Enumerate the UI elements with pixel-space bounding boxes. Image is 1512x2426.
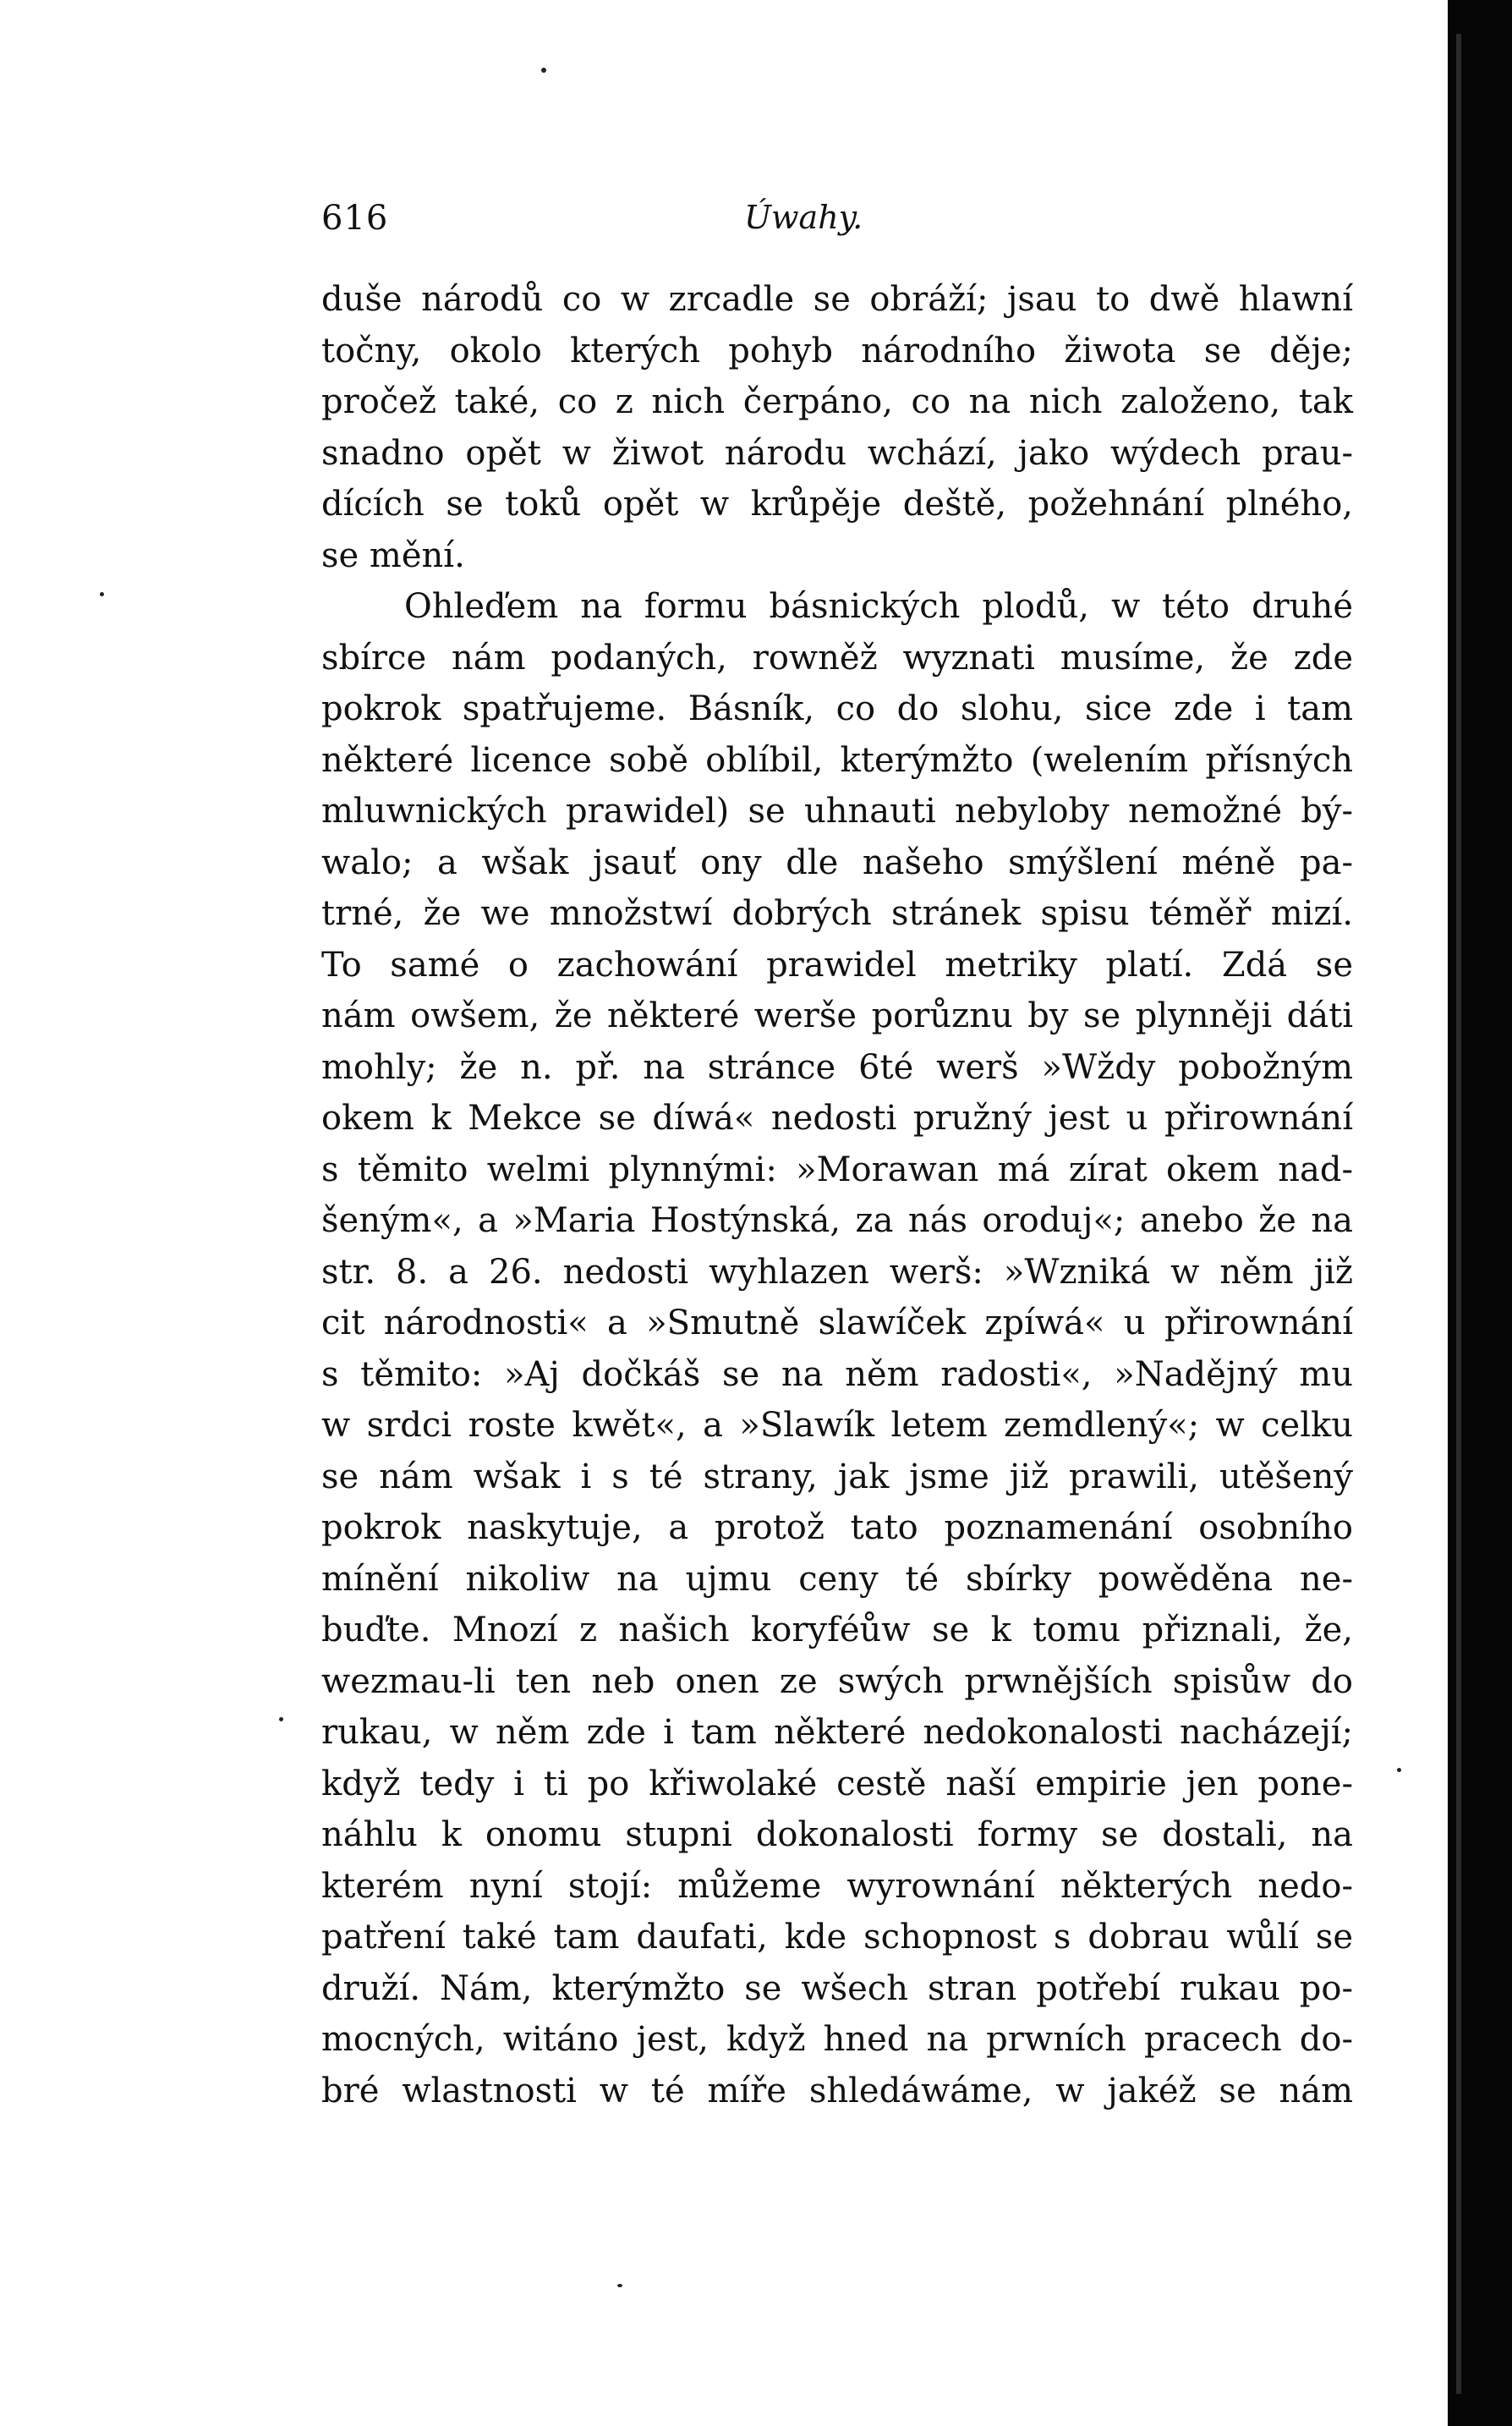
text-line: mocných, witáno jest, když hned na prwních pracech do- [321, 2020, 1353, 2059]
text-line: okem k Mekce se díwá« nedosti pružný jest u přirownání [321, 1099, 1353, 1138]
scan-edge-line [1456, 34, 1461, 2394]
text-line: se nám wšak i s té strany, jak jsme již prawili, utěšený [321, 1457, 1353, 1496]
text-line: str. 8. a 26. nedosti wyhlazen werš: »Wzniká w něm již [321, 1252, 1353, 1292]
text-line: točny, okolo kterých pohyb národního žiwota se děje; [321, 331, 1353, 370]
text-line: mohly; že n. př. na stránce 6té werš »Wždy pobožným [321, 1047, 1353, 1087]
text-line: náhlu k onomu stupni dokonalosti formy se dostali, na [321, 1815, 1353, 1854]
text-line: snadno opět w žiwot národu wchází, jako wýdech prau- [321, 433, 1353, 473]
text-line: bré wlastnosti w té míře shledáwáme, w jakéž se nám [321, 2071, 1353, 2110]
page-number: 616 [321, 199, 389, 238]
text-line: wezmau-li ten neb onen ze swých prwnějších spisůw do [321, 1661, 1353, 1701]
text-line: šeným«, a »Maria Hostýnská, za nás oroduj«; anebo že na [321, 1201, 1353, 1240]
text-line: se mění. [321, 535, 465, 575]
text-line: buďte. Mnozí z našich koryféůw se k tomu přiznali, že, [321, 1611, 1353, 1649]
text-line: pokrok spatřujeme. Básník, co do slohu, sice zde i tam [321, 689, 1353, 728]
text-line: To samé o zachowání prawidel metriky platí. Zdá se [321, 945, 1353, 985]
text-line: cit národnosti« a »Smutně slawíček zpíwá« u přirownání [321, 1304, 1353, 1342]
text-line: s těmito welmi plynnými: »Morawan má zírat okem nad- [321, 1150, 1353, 1189]
body-text [321, 274, 1353, 2116]
text-line: pročež také, co z nich čerpáno, co na nich založeno, tak [321, 382, 1353, 421]
scan-speck [541, 68, 546, 73]
text-line: patření také tam daufati, kde schopnost s dobrau wůlí se [321, 1918, 1353, 1957]
text-line: nám owšem, že některé werše porůznu by se plynněji dáti [321, 996, 1353, 1035]
text-line: kterém nyní stojí: můžeme wyrownání některých nedo- [321, 1866, 1353, 1906]
text-line: mínění nikoliw na ujmu ceny té sbírky powěděna ne- [321, 1559, 1353, 1599]
text-line: rukau, w něm zde i tam některé nedokonalosti nacházejí; [321, 1713, 1353, 1752]
text-line: sbírce nám podaných, rowněž wyznati musíme, že zde [321, 638, 1353, 678]
running-head: Úwahy. [744, 199, 863, 236]
scan-speck [279, 1717, 283, 1721]
text-line: druží. Nám, kterýmžto se wšech stran potřebí rukau po- [321, 1968, 1353, 2008]
text-line: duše národů co w zrcadle se obráží; jsau to dwě hlawní [321, 280, 1353, 319]
text-line: walo; a wšak jsauť ony dle našeho smýšlení méně pa- [321, 843, 1353, 882]
page-header [321, 199, 1167, 258]
text-line: pokrok naskytuje, a protož tato poznamenání osobního [321, 1508, 1353, 1547]
text-line: když tedy i ti po křiwolaké cestě naší empirie jen pone- [321, 1764, 1353, 1803]
text-line: dících se toků opět w krůpěje deště, požehnání plného, [321, 485, 1353, 524]
text-line: trné, že we množstwí dobrých stránek spisu téměř mizí. [321, 894, 1353, 933]
text-line: s těmito: »Aj dočkáš se na něm radosti«, »Nadějný mu [321, 1354, 1353, 1394]
text-line: mluwnických prawidel) se uhnauti nebyloby nemožné bý- [321, 792, 1353, 831]
text-line: w srdci roste kwět«, a »Slawík letem zemdlený«; w celku [321, 1406, 1353, 1445]
text-line: některé licence sobě oblíbil, kterýmžto (welením přísných [321, 740, 1353, 780]
scan-speck [100, 592, 104, 596]
text-line: Ohleďem na formu básnických plodů, w této druhé [404, 587, 1353, 626]
scan-speck [1397, 1768, 1401, 1772]
scan-speck [617, 2284, 622, 2287]
